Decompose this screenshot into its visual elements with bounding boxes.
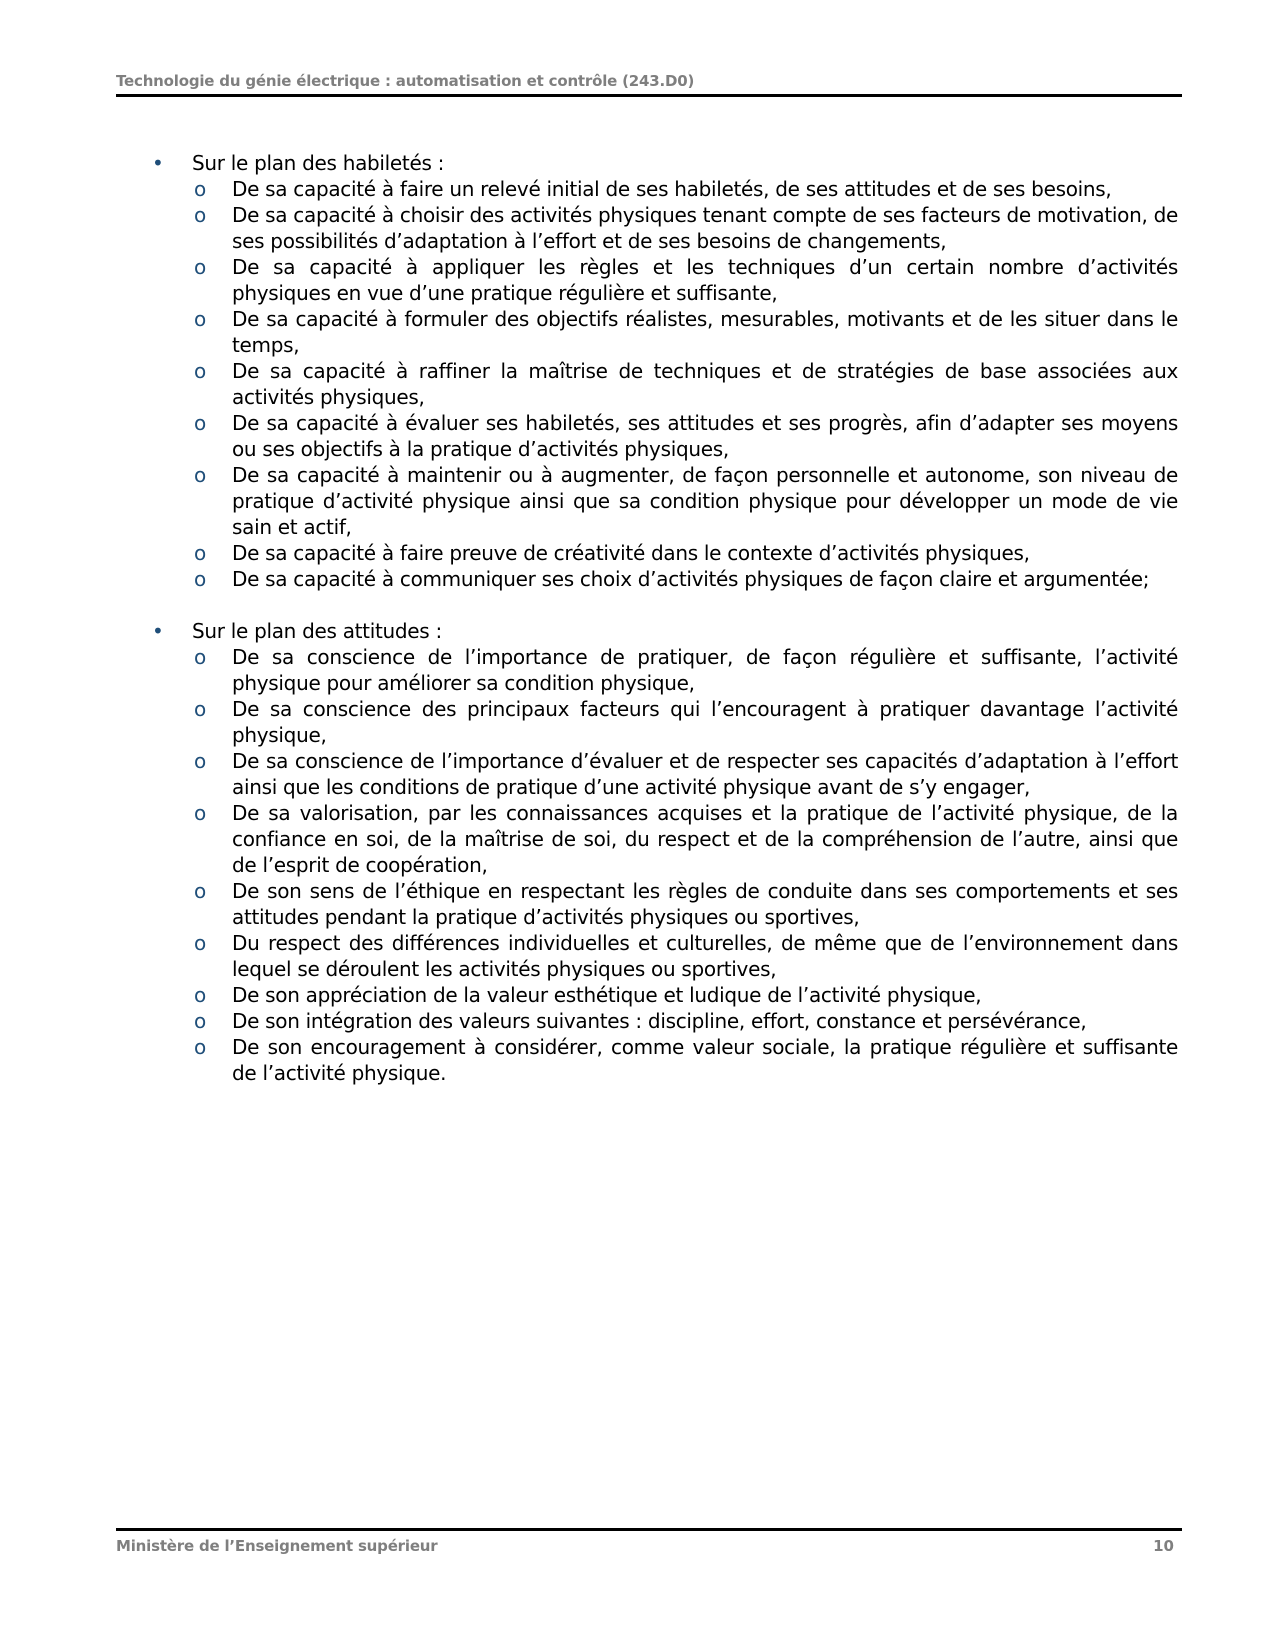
sub-marker: o [194, 203, 206, 227]
sub-marker: o [194, 983, 206, 1007]
section-title [116, 150, 1182, 176]
section-attitudes [116, 618, 1182, 1086]
section-title-text: Sur le plan des habiletés : [192, 151, 445, 175]
list-item-text: De sa capacité à évaluer ses habiletés, ses attitudes et ses progrès, afin d’adapter ses moyens ou ses objectifs à la pratique d’activités physiques, [232, 411, 1178, 461]
sub-marker: o [194, 463, 206, 487]
list-item [116, 540, 1182, 566]
sub-marker: o [194, 801, 206, 825]
bullet-marker: • [152, 151, 164, 175]
page-number: 10 [1153, 1537, 1174, 1555]
list-item-text: De sa capacité à formuler des objectifs réalistes, mesurables, motivants et de les situer dans le temps, [232, 307, 1178, 357]
list-item-text: De sa capacité à communiquer ses choix d’activités physiques de façon claire et argumentée; [232, 567, 1150, 591]
section-title [116, 618, 1182, 644]
list-item-text: De son sens de l’éthique en respectant les règles de conduite dans ses comportements et ses attitudes pendant la pratique d’activités physiques ou sportives, [232, 879, 1178, 929]
list-item [116, 202, 1182, 254]
list-item-text: De son encouragement à considérer, comme valeur sociale, la pratique régulière et suffisante de l’activité physique. [232, 1035, 1178, 1085]
page-footer [116, 1528, 1182, 1555]
list-item-text: De sa conscience de l’importance de pratiquer, de façon régulière et suffisante, l’activité physique pour améliorer sa condition physique, [232, 645, 1178, 695]
list-item [116, 254, 1182, 306]
list-item [116, 748, 1182, 800]
sub-marker: o [194, 411, 206, 435]
list-item [116, 358, 1182, 410]
list-item [116, 1008, 1182, 1034]
sub-marker: o [194, 255, 206, 279]
list-item-text: De sa conscience des principaux facteurs qui l’encouragent à pratiquer davantage l’activité physique, [232, 697, 1178, 747]
list-item-text: De sa capacité à appliquer les règles et les techniques d’un certain nombre d’activités physiques en vue d’une pratique régulière et suffisante, [232, 255, 1178, 305]
sub-marker: o [194, 879, 206, 903]
sub-marker: o [194, 567, 206, 591]
sub-marker: o [194, 749, 206, 773]
page-content [116, 150, 1182, 1086]
list-item [116, 410, 1182, 462]
list-item-text: De son intégration des valeurs suivantes : discipline, effort, constance et persévérance, [232, 1009, 1087, 1033]
list-item-text: De sa valorisation, par les connaissances acquises et la pratique de l’activité physique, de la confiance en soi, de la maîtrise de soi, du respect et de la compréhension de l’autre, ainsi que de l’esprit de coopération, [232, 801, 1178, 877]
sub-marker: o [194, 645, 206, 669]
page-header [116, 72, 1182, 97]
list-item [116, 800, 1182, 878]
list-item [116, 982, 1182, 1008]
footer-ministry: Ministère de l’Enseignement supérieur [116, 1537, 438, 1555]
list-item [116, 878, 1182, 930]
list-item [116, 1034, 1182, 1086]
list-item-text: De sa capacité à maintenir ou à augmenter, de façon personnelle et autonome, son niveau de pratique d’activité physique ainsi que sa condition physique pour développer un mode de vie sain et actif, [232, 463, 1178, 539]
list-item-text: De sa capacité à faire preuve de créativité dans le contexte d’activités physiques, [232, 541, 1030, 565]
list-item-text: De son appréciation de la valeur esthétique et ludique de l’activité physique, [232, 983, 982, 1007]
list-item-text: Du respect des différences individuelles et culturelles, de même que de l’environnement dans lequel se déroulent les activités physiques ou sportives, [232, 931, 1178, 981]
list-item [116, 566, 1182, 592]
list-item-text: De sa capacité à raffiner la maîtrise de techniques et de stratégies de base associées aux activités physiques, [232, 359, 1178, 409]
sub-marker: o [194, 359, 206, 383]
header-title: Technologie du génie électrique : automatisation et contrôle (243.D0) [116, 72, 695, 90]
list-item [116, 696, 1182, 748]
sub-marker: o [194, 1009, 206, 1033]
list-item [116, 930, 1182, 982]
list-item [116, 462, 1182, 540]
sub-marker: o [194, 931, 206, 955]
sub-marker: o [194, 697, 206, 721]
sub-marker: o [194, 1035, 206, 1059]
list-item [116, 644, 1182, 696]
list-item-text: De sa capacité à choisir des activités physiques tenant compte de ses facteurs de motivation, de ses possibilités d’adaptation à l’effort et de ses besoins de changements, [232, 203, 1179, 253]
section-title-text: Sur le plan des attitudes : [192, 619, 442, 643]
sub-marker: o [194, 307, 206, 331]
sub-list [116, 644, 1182, 1086]
list-item-text: De sa capacité à faire un relevé initial de ses habiletés, de ses attitudes et de ses besoins, [232, 177, 1112, 201]
list-item-text: De sa conscience de l’importance d’évaluer et de respecter ses capacités d’adaptation à l’effort ainsi que les conditions de pratique d’une activité physique avant de s’y engager, [232, 749, 1178, 799]
section-habiletes [116, 150, 1182, 592]
sub-list [116, 176, 1182, 592]
list-item [116, 176, 1182, 202]
list-item [116, 306, 1182, 358]
sub-marker: o [194, 541, 206, 565]
bullet-marker: • [152, 619, 164, 643]
sub-marker: o [194, 177, 206, 201]
